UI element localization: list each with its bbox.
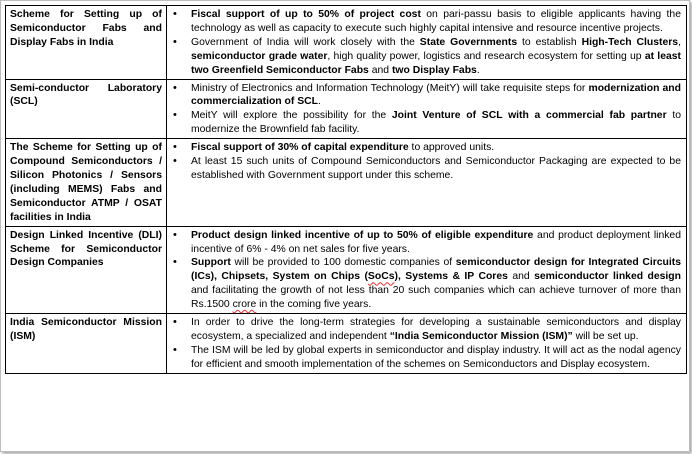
bold-text: semiconductor linked design [534,271,681,283]
scheme-title: Semi-conductor Laboratory (SCL) [10,82,162,108]
bullet-icon: • [173,8,177,20]
bullet-list [171,316,681,372]
bold-text: Fiscal support of up to 50% of project cost [191,9,421,20]
text-segment: in the coming five years. [256,299,372,311]
text-segment: Ministry of Electronics and Information Technology (MeitY) will take requisite steps for [191,82,589,94]
table-row [6,79,687,139]
bullet-list [171,229,681,312]
bold-text: High-Tech Clusters [581,36,679,48]
list-item [171,82,681,110]
bold-text: ), Systems & IP Cores [394,271,508,283]
scheme-title: India Semiconductor Mission (ISM) [10,317,162,342]
scheme-details-cell [167,314,687,374]
text-segment: to approved units. [408,142,495,154]
bullet-icon: • [173,141,177,154]
list-item [171,316,681,344]
text-segment: The ISM will be led by global experts in semiconductor and display industry. It will act as the nodal agency for efficient and smooth implementation of the schemes on Semiconductors and Display ecosystem. [191,344,681,370]
scheme-title-cell [6,79,167,139]
text-segment: on pari-passu basis to eligible applicants having the technology as well as capacity to execute such highly capital intensive and resource incentive projects. [191,9,681,34]
scheme-title-cell [6,314,167,374]
text-segment: to establish [517,36,582,48]
bold-text: semiconductor grade water [191,50,328,62]
text-segment: crore [232,299,257,311]
list-item [171,256,681,312]
scheme-details-cell [167,139,687,226]
text-segment: and product deployment linked incentive of 6% - 4% on net sales for five years. [191,229,681,255]
text-segment: and [368,64,392,76]
scheme-title: The Scheme for Setting up of Compound Semiconductors / Silicon Photonics / Sensors (including MEMS) Fabs and Semiconductor ATMP / OSAT facilities in India [10,142,162,223]
table-row [6,139,687,226]
bullet-icon: • [173,35,177,48]
list-item [171,141,681,155]
text-segment: to modernize the Brownfield fab facility. [191,110,681,136]
text-segment: and [507,271,535,283]
list-item [171,155,681,183]
scheme-title-cell [6,226,167,313]
bold-text: SoCs [367,271,395,283]
bold-text: semiconductor design for Integrated Circuits (ICs), Chipsets, System on Chips ( [191,257,682,283]
list-item [171,8,681,36]
list-item [171,36,681,78]
scheme-title: Design Linked Incentive (DLI) Scheme for Semiconductor Design Companies [10,229,162,269]
bullet-icon: • [173,228,177,241]
scheme-title: Scheme for Setting up of Semiconductor Fabs and Display Fabs in India [10,9,162,48]
table-body [6,6,687,374]
bold-text: Product design linked incentive of up to 50% of eligible expenditure [191,229,534,241]
text-segment: In order to drive the long-term strategies for developing a sustainable semiconductors and display ecosystem, a specialized and independent [191,317,681,342]
list-item [171,109,681,137]
bold-text: Joint Venture of SCL with a commercial fab partner [391,110,667,122]
text-segment: , high quality power, logistics and research ecosystem for setting up [327,50,645,62]
bullet-list [171,141,681,183]
table-row [6,6,687,80]
scheme-title-cell [6,6,167,80]
list-item [171,344,681,372]
text-segment: will be provided to 100 domestic companies of [230,257,456,269]
scheme-details-cell [167,226,687,313]
bold-text: modernization and commercialization of SCL [191,82,681,108]
bullet-icon: • [173,155,177,168]
text-segment: . [318,96,321,108]
scheme-title-cell [6,139,167,226]
bold-text: “India Semiconductor Mission (ISM)” [389,330,573,342]
list-item [171,229,681,257]
bullet-icon: • [173,81,177,94]
bold-text: Fiscal support of 30% of capital expenditure [191,142,409,154]
bold-text: Support [191,257,231,269]
bullet-icon: • [173,316,177,329]
bullet-list [171,82,681,138]
bullet-icon: • [173,343,177,356]
text-segment: , [678,36,681,48]
text-segment: At least 15 such units of Compound Semiconductors and Semiconductor Packaging are expected to be established with Government support under this scheme. [191,156,681,181]
table-row [6,314,687,374]
bullet-icon: • [173,256,177,269]
text-segment: will be set up. [572,330,639,342]
text-segment: . [476,64,480,76]
bullet-icon: • [173,109,177,122]
bullet-list [171,8,681,78]
scheme-details-cell [167,79,687,139]
bold-text: at least two Greenfield Semiconductor Fabs [191,50,681,76]
scheme-details-cell [167,6,687,80]
semiconductor-schemes-table [5,5,687,374]
bold-text: State Governments [419,36,518,48]
table-row [6,226,687,313]
text-segment: and facilitating the growth of not less than 20 such companies which can achieve turnover of more than Rs.1500 [191,285,681,311]
text-segment: Government of India will work closely with the [191,36,420,48]
bold-text: two Display Fabs [391,64,477,76]
text-segment: MeitY will explore the possibility for the [191,110,392,122]
